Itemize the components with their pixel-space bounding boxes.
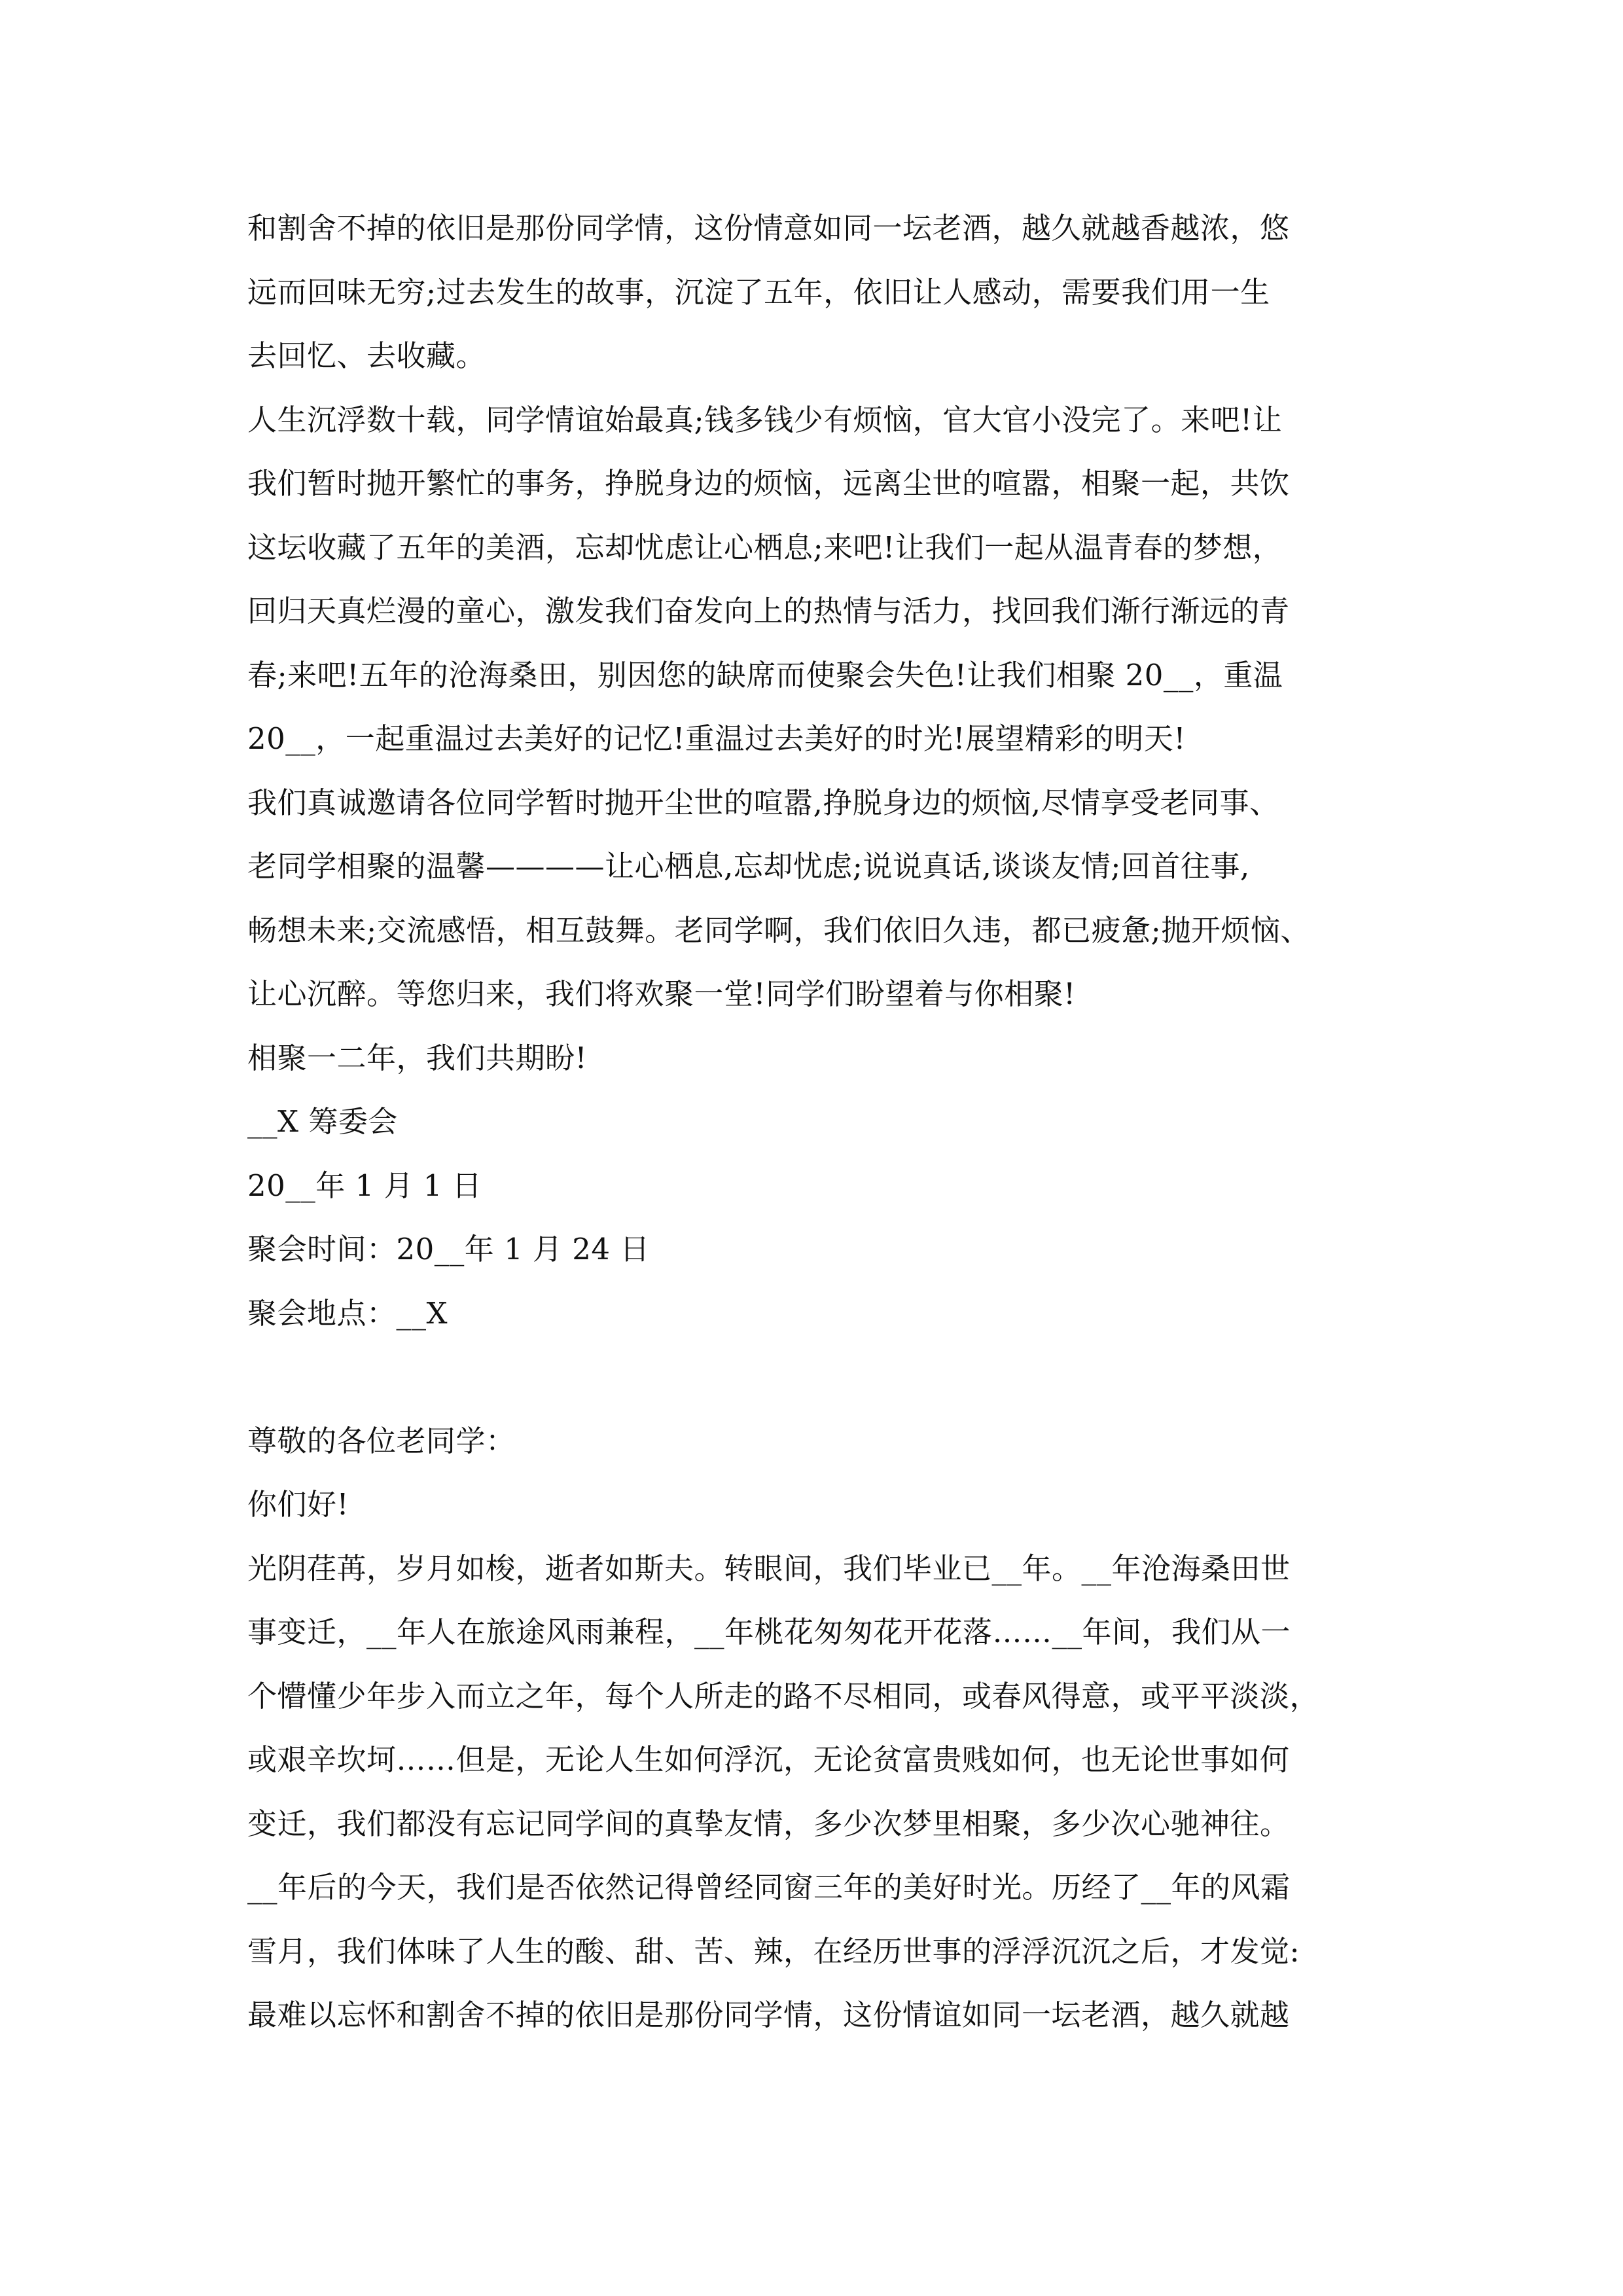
text-line: 和割舍不掉的依旧是那份同学情，这份情意如同一坛老酒，越久就越香越浓，悠	[247, 211, 1290, 245]
text-line: 雪月，我们体味了人生的酸、甜、苦、辣，在经历世事的浮浮沉沉之后，才发觉:	[247, 1933, 1300, 1969]
text-line: 变迁，我们都没有忘记同学间的真挚友情，多少次梦里相聚，多少次心驰神往。	[247, 1806, 1290, 1841]
text-line: 我们真诚邀请各位同学暂时抛开尘世的喧嚣,挣脱身边的烦恼,尽情享受老同事、	[247, 785, 1279, 820]
text-line: 人生沉浮数十载，同学情谊始最真;钱多钱少有烦恼，官大官小没完了。来吧!让	[247, 402, 1283, 437]
text-line: 老同学相聚的温馨————让心栖息,忘却忧虑;说说真话,谈谈友情;回首往事,	[247, 849, 1250, 884]
document-body	[247, 196, 1399, 2047]
text-line: 春;来吧!五年的沧海桑田，别因您的缺席而使聚会失色!让我们相聚 20__，重温	[247, 657, 1283, 692]
text-line: 去回忆、去收藏。	[247, 338, 486, 373]
greeting: 你们好!	[247, 1487, 349, 1522]
text-line: 让心沉醉。等您归来，我们将欢聚一堂!同学们盼望着与你相聚!	[247, 977, 1076, 1011]
text-line: 或艰辛坎坷……但是，无论人生如何浮沉，无论贫富贵贱如何，也无论世事如何	[247, 1742, 1290, 1777]
text-line: 20__，一起重温过去美好的记忆!重温过去美好的时光!展望精彩的明天!	[247, 721, 1186, 756]
meeting-time: 聚会时间：20__年 1 月 24 日	[247, 1232, 650, 1266]
text-line: 回归天真烂漫的童心，激发我们奋发向上的热情与活力，找回我们渐行渐远的青	[247, 594, 1290, 628]
text-line: __年后的今天，我们是否依然记得曾经同窗三年的美好时光。历经了__年的风霜	[247, 1870, 1291, 1905]
signature-committee: __X 筹委会	[247, 1104, 398, 1139]
text-line: 事变迁，__年人在旅途风雨兼程，__年桃花匆匆花开花落……__年间，我们从一	[247, 1615, 1291, 1649]
salutation: 尊敬的各位老同学：	[247, 1423, 516, 1458]
text-line: 光阴荏苒，岁月如梭，逝者如斯夫。转眼间，我们毕业已__年。__年沧海桑田世	[247, 1551, 1291, 1586]
text-line: 最难以忘怀和割舍不掉的依旧是那份同学情，这份情谊如同一坛老酒，越久就越	[247, 1998, 1290, 2032]
text-line: 我们暂时抛开繁忙的事务，挣脱身边的烦恼，远离尘世的喧嚣，相聚一起，共饮	[247, 466, 1290, 501]
invitation-section-2	[247, 1409, 1399, 2047]
closing-line: 相聚一二年，我们共期盼!	[247, 1040, 588, 1075]
text-line: 这坛收藏了五年的美酒，忘却忧虑让心栖息;来吧!让我们一起从温青春的梦想，	[247, 529, 1283, 565]
text-line: 畅想未来;交流感悟，相互鼓舞。老同学啊，我们依旧久违，都已疲惫;抛开烦恼、	[247, 912, 1310, 948]
invitation-section-1	[247, 196, 1399, 1345]
signature-date: 20__年 1 月 1 日	[247, 1168, 482, 1203]
meeting-location: 聚会地点：__X	[247, 1295, 448, 1331]
section-spacer	[247, 1345, 1399, 1409]
text-line: 远而回味无穷;过去发生的故事，沉淀了五年，依旧让人感动，需要我们用一生	[247, 274, 1270, 310]
text-line: 个懵懂少年步入而立之年，每个人所走的路不尽相同，或春风得意，或平平淡淡，	[247, 1678, 1320, 1713]
